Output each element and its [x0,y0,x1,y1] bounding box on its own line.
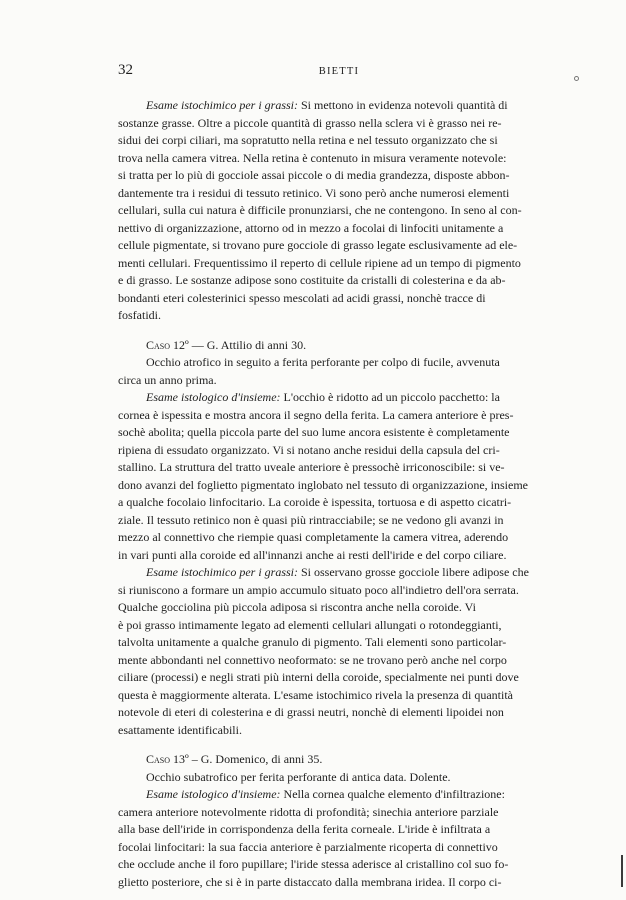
text-line: Esame istochimico per i grassi: Si mettono in evidenza notevoli quantità di [146,98,508,112]
text-line: sidui dei corpi ciliari, ma sopratutto nella retina e nel tessuto organizzato che si [118,133,498,147]
text-line: focolai linfocitari: la sua faccia anteriore è parzialmente ricoperta di connettivo [118,839,498,854]
case-heading: Caso 12º — G. Attilio di anni 30. [146,337,307,352]
text-line: Occhio atrofico in seguito a ferita perforante per colpo di fucile, avvenuta [146,355,500,369]
margin-mark [574,76,579,81]
text-line: ziale. Il tessuto retinico non è quasi più rintracciabile; se ne vedono gli avanzi in [118,512,504,527]
text-line: glietto posteriore, che si è in parte distaccato dalla membrana iridea. Il corpo ci- [118,874,502,889]
text-line: menti cellulari. Frequentissimo il reperto di cellule ripiene ad un tempo di pigmento [118,255,521,270]
section-lead: Esame istochimico per i grassi: [146,565,298,579]
text-line: sochè abolita; quella piccola parte del suo lume ancora esistente è completamente [118,425,510,439]
text-line: ripiena di essudato organizzato. Vi si notano anche residui della capsula del cri- [118,442,500,457]
text-line: trova nella camera vitrea. Nella retina è contenuto in misura veramente notevole: [118,150,507,165]
page-edge-mark [621,855,623,887]
running-head: BIETTI [318,66,360,77]
text-line: esattamente identificabili. [118,722,242,737]
text-line: dantemente tra i residui di tessuto retinico. Vi sono però anche numerosi elementi [118,185,510,200]
text-line: talvolta unitamente a qualche granulo di pigmento. Tali elementi sono particolar- [118,635,507,649]
section-lead: Esame istologico d'insieme: [146,787,281,801]
text-line: camera anteriore notevolmente ridotta di profondità; sinechia anteriore parziale [118,804,499,819]
text-line: in vari punti alla coroide ed all'innanzi anche ai resti dell'iride e del corpo ciliare. [118,547,507,562]
text-line: notevole di eteri di colesterina e di grassi neutri, nonchè di elementi lipoidei non [118,705,504,719]
text-line: mente abbondanti nel connettivo neoformato: se ne trovano però anche nel corpo [118,652,507,667]
section-lead: Esame istochimico per i grassi: [146,98,298,112]
page-header [118,62,560,82]
text-line: si riuniscono a formare un ampio accumulo situato poco all'indietro dell'ora serrata. [118,582,519,597]
text-line: fosfatidi. [118,308,161,322]
section-lead: Esame istologico d'insieme: [146,390,281,404]
text-line: mezzo al connettivo che riempie quasi completamente la camera vitrea, aderendo [118,530,509,544]
text-line: stallino. La struttura del tratto uveale anteriore è pressochè irriconoscibile: si ve- [118,460,505,474]
case-heading: Caso 13º – G. Domenico, di anni 35. [146,752,323,766]
text-line: a qualche focolaio linfocitario. La coroide è ispessita, tortuosa e di aspetto cicatri- [118,495,512,509]
text-line: bondanti eteri colesterinici spesso mescolati ad acidi grassi, nonchè tracce di [118,290,486,305]
text-line: sostanze grasse. Oltre a piccole quantità di grasso nella sclera vi è grasso nei re- [118,115,502,130]
text-line: e di grasso. Le sostanze adipose sono costituite da cristalli di colesterina e da ab- [118,273,506,287]
text-line: cellule pigmentate, si trovano pure gocciole di grasso legate esclusivamente ad ele- [118,238,518,252]
text-line: Occhio subatrofico per ferita perforante di antica data. Dolente. [146,769,451,784]
text-line: nettivo di organizzazione, attorno od in mezzo a focolai di linfociti unitamente a [118,220,504,235]
text-line: questa è maggiormente alterata. L'esame istochimico rivela la presenza di quantità [118,687,513,702]
text-line: si tratta per lo più di gocciole assai piccole o di media grandezza, disposte abbon- [118,168,510,182]
text-line: che occlude anche il foro pupillare; l'iride stessa aderisce al cristallino col suo fo- [118,857,509,871]
page-number: 32 [118,62,133,78]
text-line: cellulari, sulla cui natura è difficile pronunziarsi, che ne contengono. In seno al con- [118,203,522,217]
text-line: circa un anno prima. [118,372,217,387]
text-line: Esame istologico d'insieme: L'occhio è ridotto ad un piccolo pacchetto: la [146,390,500,404]
text-line: cornea è ispessita e mostra ancora il segno della ferita. La camera anteriore è pres- [118,407,514,422]
body-text [118,97,560,891]
text-line: Esame istochimico per i grassi: Si osservano grosse gocciole libere adipose che [146,565,529,579]
text-line: dono avanzi del foglietto pigmentato inglobato nel tessuto di organizzazione, insieme [118,477,529,492]
text-line: Qualche gocciolina più piccola adiposa si riscontra anche nella coroide. Vi [118,600,476,614]
text-line: ciliare (processi) e negli strati più interni della coroide, specialmente nei punti dove [118,670,519,684]
text-line: Esame istologico d'insieme: Nella cornea qualche elemento d'infiltrazione: [146,787,505,801]
text-line: alla base dell'iride in corrispondenza della ferita corneale. L'iride è infiltrata a [118,822,491,836]
text-line: è poi grasso intimamente legato ad elementi cellulari allungati o rotondeggianti, [118,617,502,632]
